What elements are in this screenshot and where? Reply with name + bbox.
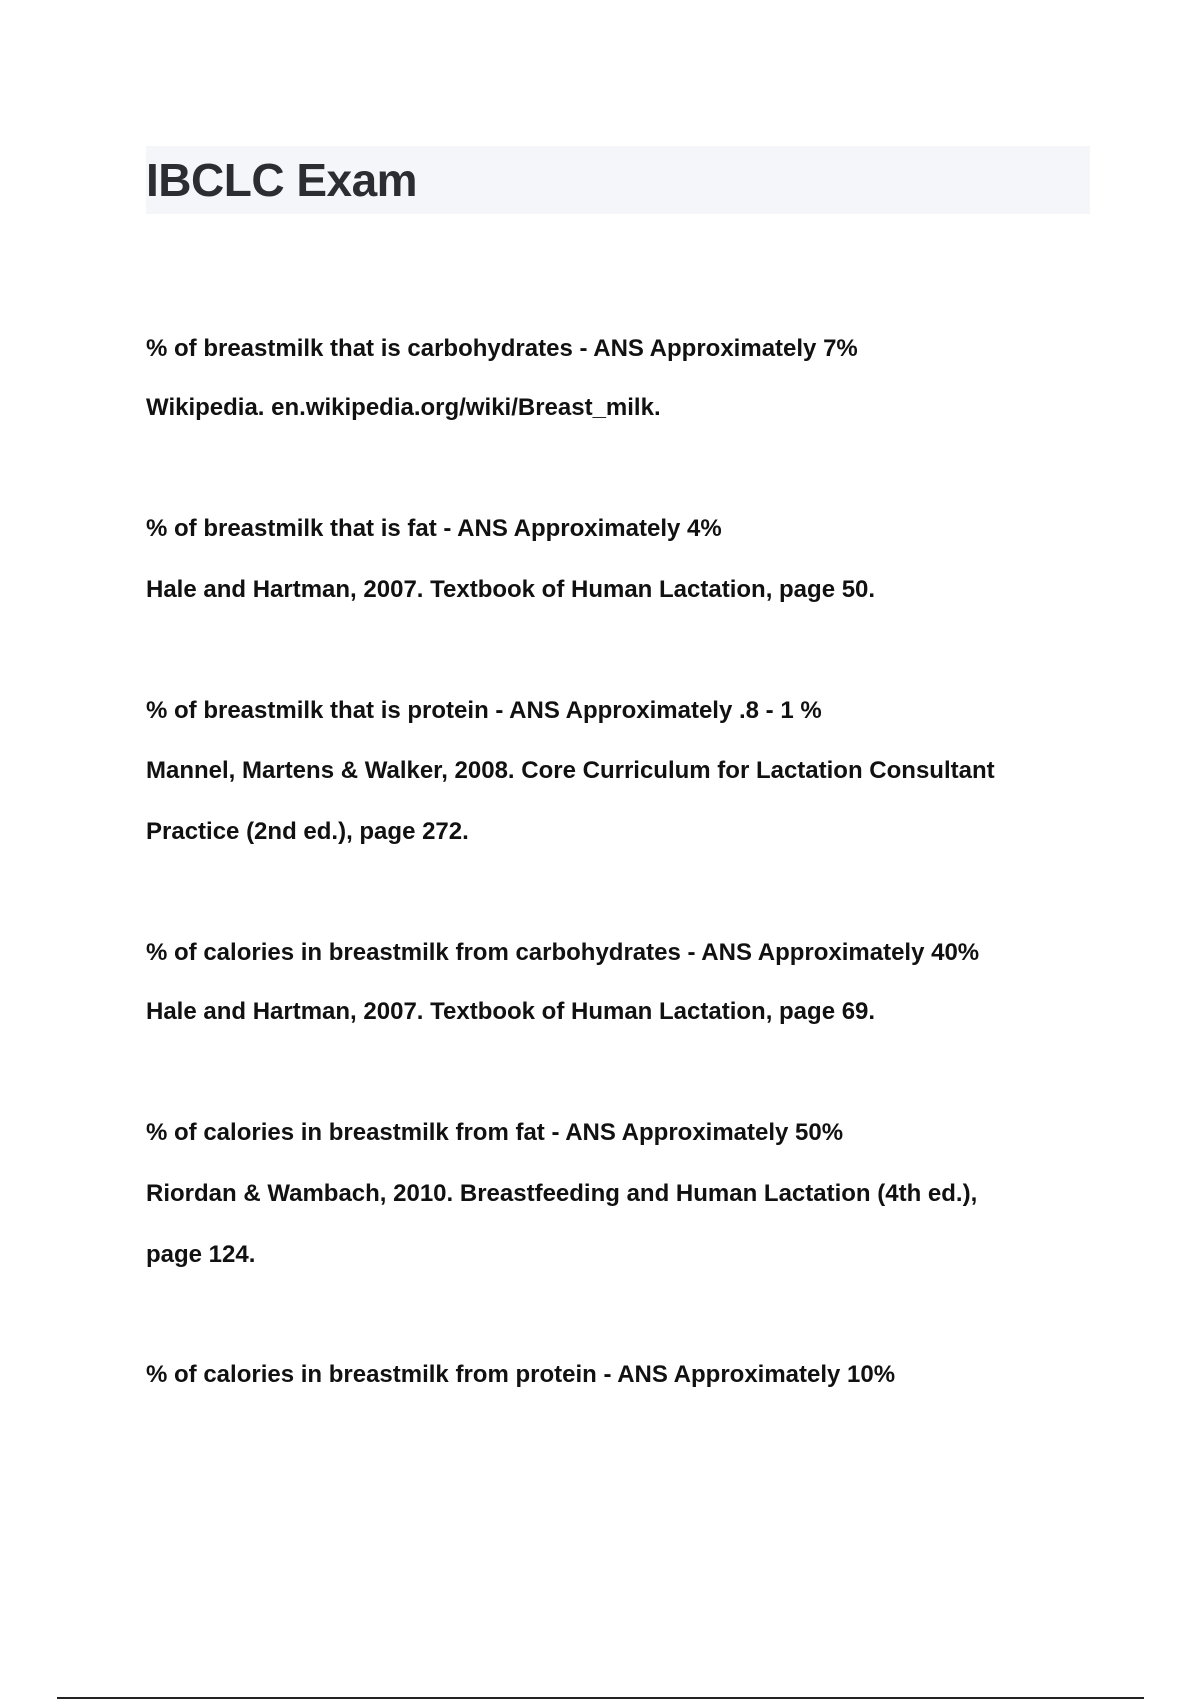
qa-question-5: % of calories in breastmilk from fat - ANS Approximately 50% (146, 1119, 844, 1146)
qa-source-5a: Riordan & Wambach, 2010. Breastfeeding and Human Lactation (4th ed.), (146, 1180, 978, 1207)
qa-source-4: Hale and Hartman, 2007. Textbook of Human Lactation, page 69. (146, 998, 876, 1025)
qa-question-6: % of calories in breastmilk from protein - ANS Approximately 10% (146, 1361, 896, 1388)
qa-question-2: % of breastmilk that is fat - ANS Approximately 4% (146, 515, 722, 542)
qa-question-4: % of calories in breastmilk from carbohydrates - ANS Approximately 40% (146, 939, 980, 966)
title-banner (146, 146, 1090, 214)
qa-source-2: Hale and Hartman, 2007. Textbook of Human Lactation, page 50. (146, 576, 876, 603)
bottom-divider (57, 1697, 1144, 1699)
qa-source-3b: Practice (2nd ed.), page 272. (146, 818, 469, 845)
qa-question-1: % of breastmilk that is carbohydrates - ANS Approximately 7% (146, 335, 858, 362)
qa-source-3a: Mannel, Martens & Walker, 2008. Core Curriculum for Lactation Consultant (146, 757, 995, 784)
qa-question-3: % of breastmilk that is protein - ANS Approximately .8 - 1 % (146, 697, 822, 724)
qa-source-5b: page 124. (146, 1241, 256, 1268)
page-title: IBCLC Exam (146, 154, 418, 206)
qa-source-1: Wikipedia. en.wikipedia.org/wiki/Breast_milk. (146, 394, 661, 421)
